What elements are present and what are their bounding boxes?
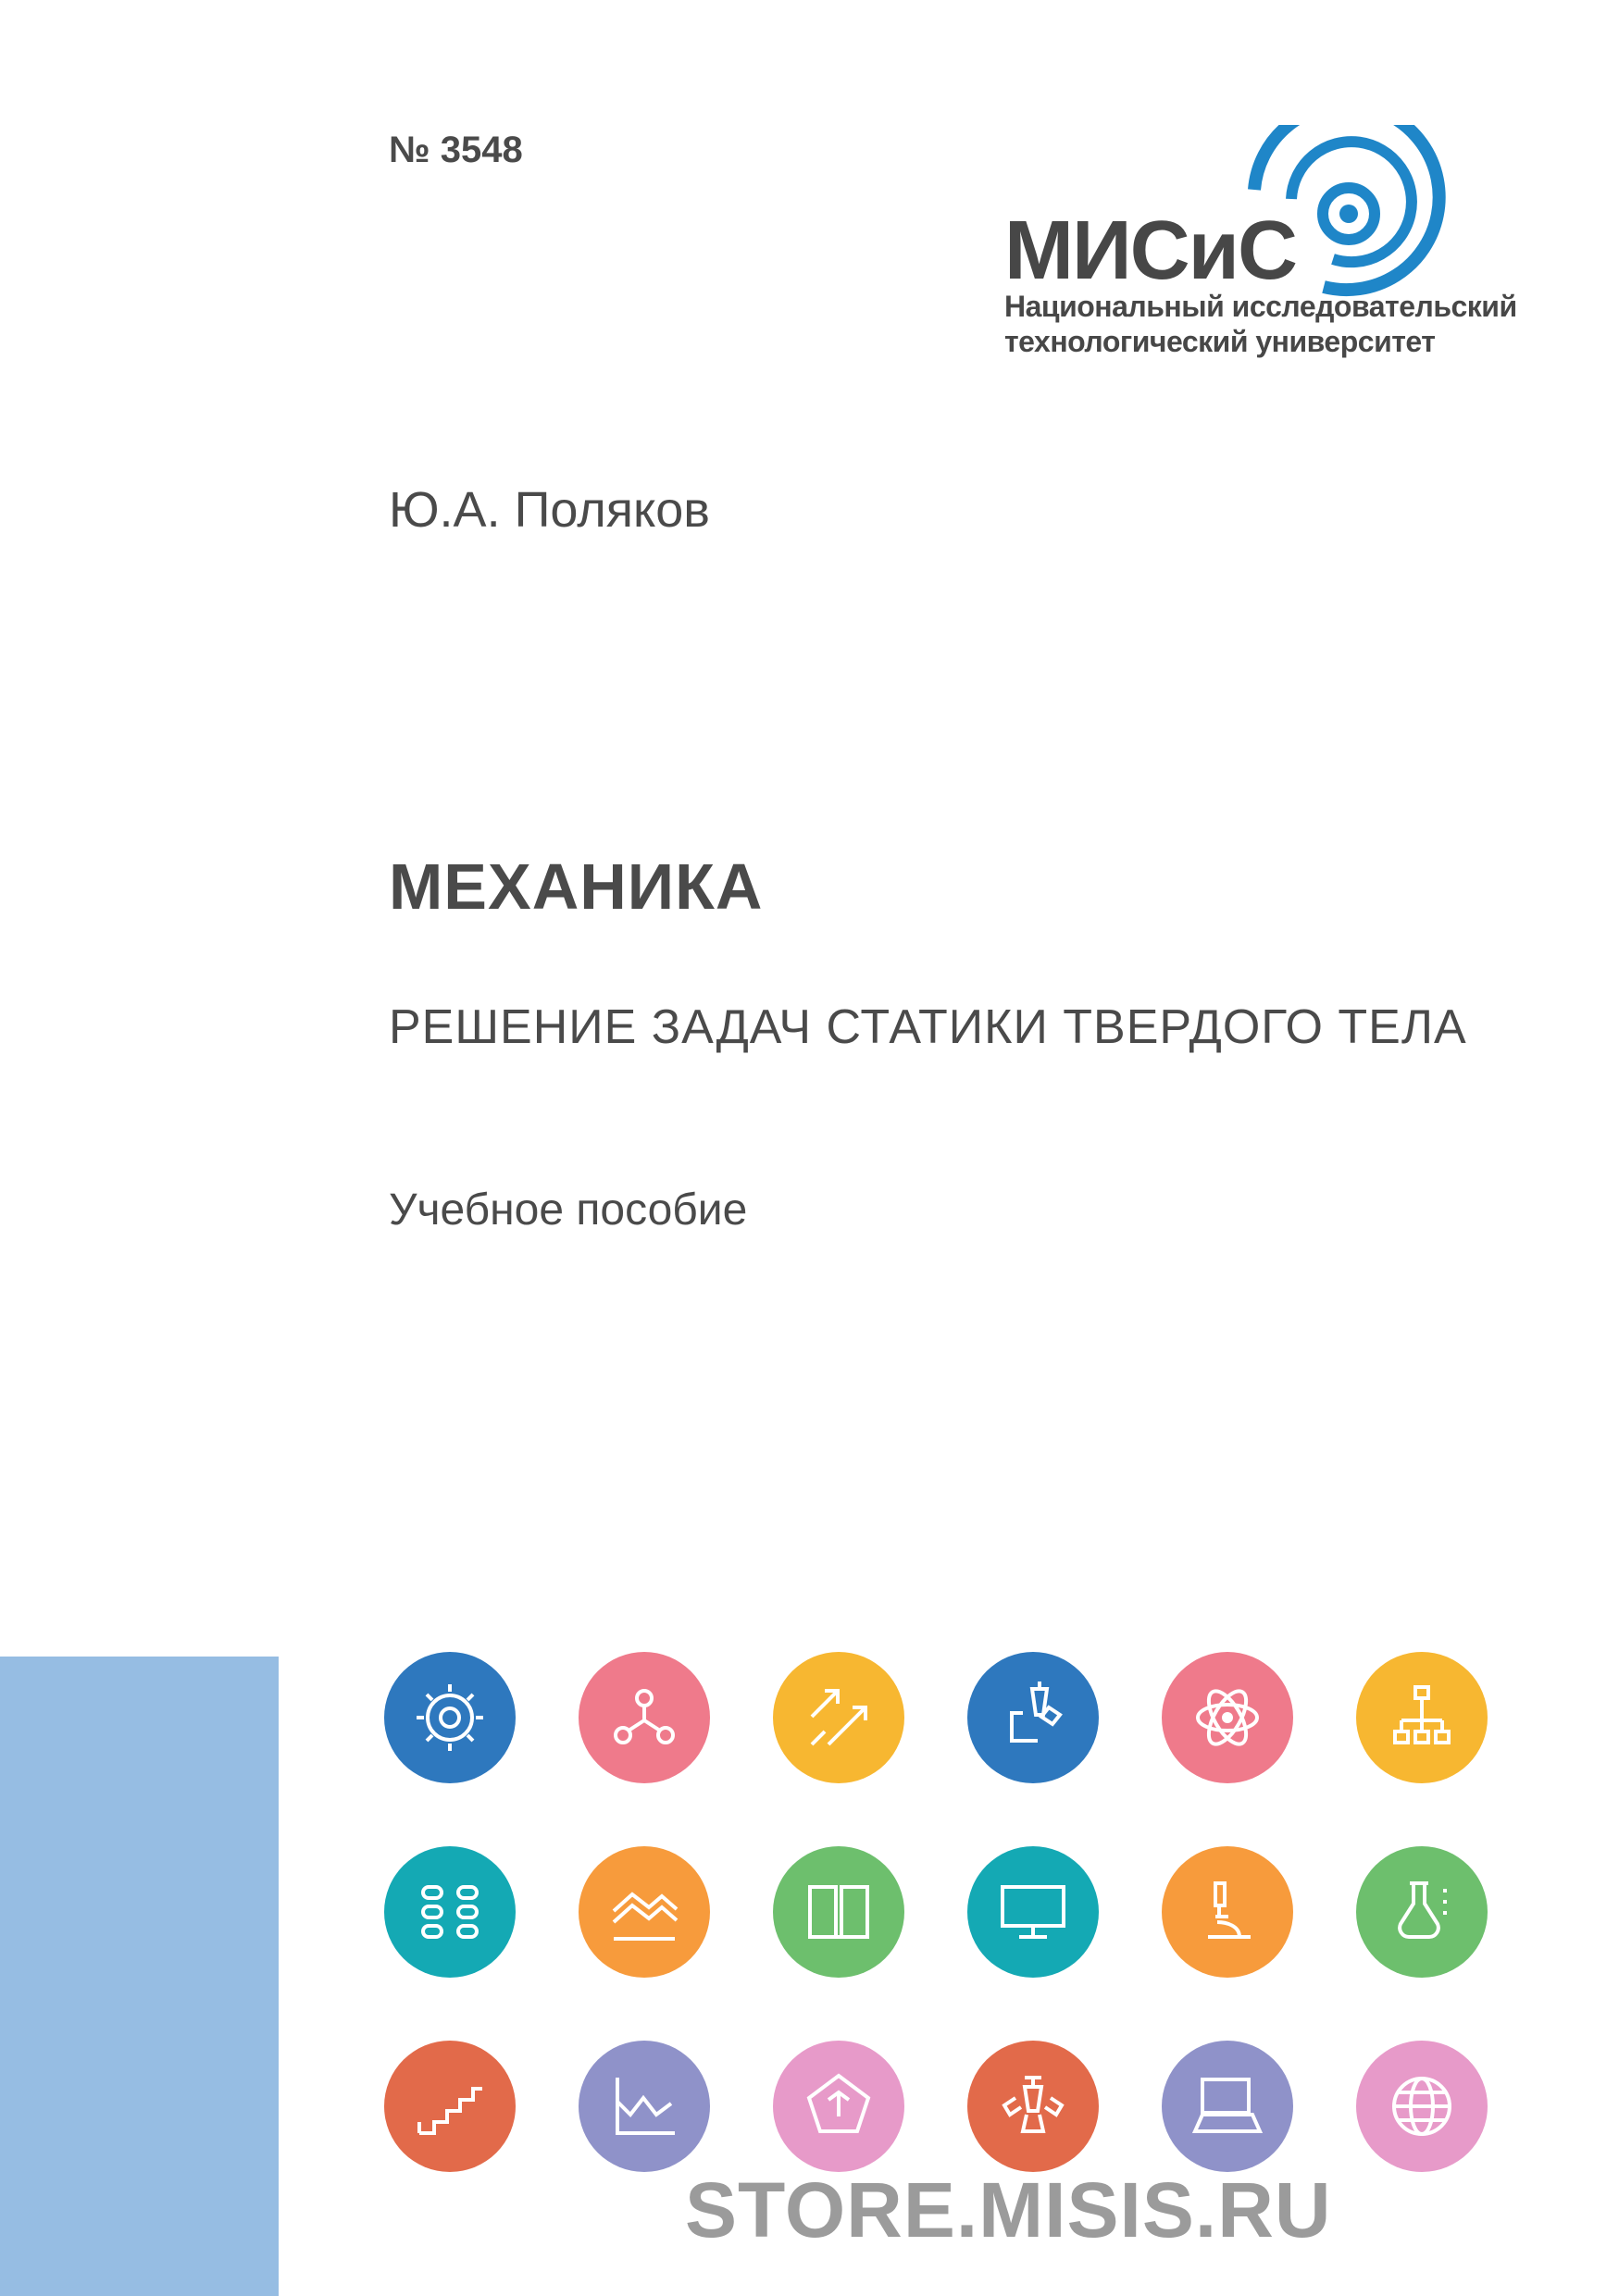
author: Ю.А. Поляков xyxy=(389,482,710,538)
mountains-icon xyxy=(579,1846,710,1978)
book-title: МЕХАНИКА xyxy=(389,850,764,923)
university-description-line2: технологический университет xyxy=(1004,325,1436,358)
university-logo xyxy=(1004,125,1517,366)
binary-icon xyxy=(384,1846,516,1978)
graph-icon xyxy=(579,2041,710,2172)
atom-icon xyxy=(1162,1652,1293,1783)
book-icon xyxy=(773,1846,904,1978)
pentagon-icon xyxy=(773,2041,904,2172)
globe-icon xyxy=(1356,2041,1488,2172)
store-url[interactable]: STORE.MISIS.RU xyxy=(685,2166,1332,2253)
icon-grid xyxy=(384,1652,1495,2226)
book-subtitle: РЕШЕНИЕ ЗАДАЧ СТАТИКИ ТВЕРДОГО ТЕЛА xyxy=(389,1000,1467,1054)
arrows-icon xyxy=(773,1652,904,1783)
microscope-icon xyxy=(1162,1846,1293,1978)
publication-number: № 3548 xyxy=(389,130,523,170)
university-description-line1: Национальный исследовательский xyxy=(1004,290,1517,323)
molecule-icon xyxy=(579,1652,710,1783)
side-color-block xyxy=(0,1657,279,2296)
gear-icon xyxy=(384,1652,516,1783)
ladle-icon xyxy=(967,1652,1099,1783)
monitor-icon xyxy=(967,1846,1099,1978)
satellite-icon xyxy=(967,2041,1099,2172)
laptop-icon xyxy=(1162,2041,1293,2172)
document-type: Учебное пособие xyxy=(389,1185,748,1235)
hierarchy-icon xyxy=(1356,1652,1488,1783)
stairs-icon xyxy=(384,2041,516,2172)
university-name: МИСиС xyxy=(1004,205,1296,297)
flask-icon xyxy=(1356,1846,1488,1978)
